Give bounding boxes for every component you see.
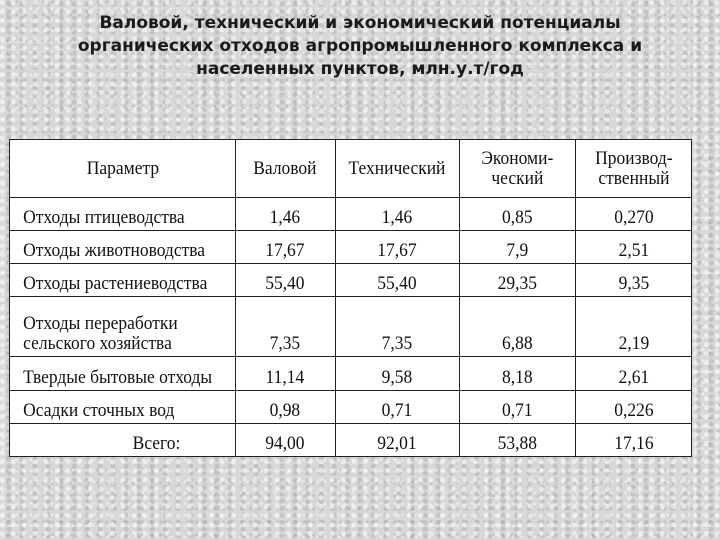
header-gross: Валовой xyxy=(239,140,331,198)
header-production-line-1: Производ- xyxy=(594,147,673,169)
slide-title xyxy=(20,12,700,81)
table-row xyxy=(10,198,692,231)
cell-economic: 8,18 xyxy=(464,357,571,390)
total-gross: 94,00 xyxy=(239,423,331,456)
cell-technical: 1,46 xyxy=(340,198,454,231)
header-production xyxy=(580,140,687,198)
title-line-1: Валовой, технический и экономический потенциалы xyxy=(99,13,621,33)
table-row xyxy=(10,264,692,297)
potentials-table xyxy=(9,139,692,457)
cell-gross: 11,14 xyxy=(239,357,331,390)
table-total-row xyxy=(10,423,692,456)
cell-technical: 17,67 xyxy=(340,231,454,264)
row-label-line-1: Отходы переработки xyxy=(22,313,178,335)
header-param: Параметр xyxy=(19,140,227,198)
header-production-line-2: ственный xyxy=(598,167,670,189)
cell-economic: 0,71 xyxy=(464,390,571,423)
cell-gross: 55,40 xyxy=(239,264,331,297)
total-technical: 92,01 xyxy=(340,423,454,456)
cell-production: 2,51 xyxy=(580,231,687,264)
cell-economic: 7,9 xyxy=(464,231,571,264)
cell-technical: 9,58 xyxy=(340,357,454,390)
header-economic-line-1: Экономи- xyxy=(481,147,554,169)
cell-gross: 1,46 xyxy=(239,198,331,231)
cell-production: 9,35 xyxy=(580,264,687,297)
header-technical: Технический xyxy=(340,140,454,198)
row-label: Отходы растениеводства xyxy=(19,264,227,297)
table-row xyxy=(10,390,692,423)
row-label: Отходы птицеводства xyxy=(19,198,227,231)
title-line-2: органических отходов агропромышленного комплекса и xyxy=(77,36,643,56)
header-economic xyxy=(464,140,571,198)
cell-technical: 55,40 xyxy=(340,264,454,297)
row-label-line-2: сельского хозяйства xyxy=(22,333,172,355)
table-header-row xyxy=(10,140,692,198)
cell-economic: 0,85 xyxy=(464,198,571,231)
total-label: Всего: xyxy=(19,423,227,456)
table-row xyxy=(10,357,692,390)
cell-technical: 0,71 xyxy=(340,390,454,423)
cell-production: 2,19 xyxy=(580,297,687,357)
cell-production: 2,61 xyxy=(580,357,687,390)
table-row xyxy=(10,231,692,264)
potentials-table-container xyxy=(9,139,692,457)
row-label: Осадки сточных вод xyxy=(19,390,227,423)
total-production: 17,16 xyxy=(580,423,687,456)
cell-production: 0,270 xyxy=(580,198,687,231)
total-economic: 53,88 xyxy=(464,423,571,456)
cell-technical: 7,35 xyxy=(340,297,454,357)
row-label: Твердые бытовые отходы xyxy=(19,357,227,390)
row-label: Отходы животноводства xyxy=(19,231,227,264)
cell-economic: 29,35 xyxy=(464,264,571,297)
table-row xyxy=(10,297,692,357)
title-line-3: населенных пунктов, млн.у.т/год xyxy=(196,59,524,79)
cell-production: 0,226 xyxy=(580,390,687,423)
header-economic-line-2: ческий xyxy=(491,167,544,189)
row-label xyxy=(19,297,227,357)
cell-gross: 0,98 xyxy=(239,390,331,423)
cell-gross: 7,35 xyxy=(239,297,331,357)
cell-economic: 6,88 xyxy=(464,297,571,357)
cell-gross: 17,67 xyxy=(239,231,331,264)
